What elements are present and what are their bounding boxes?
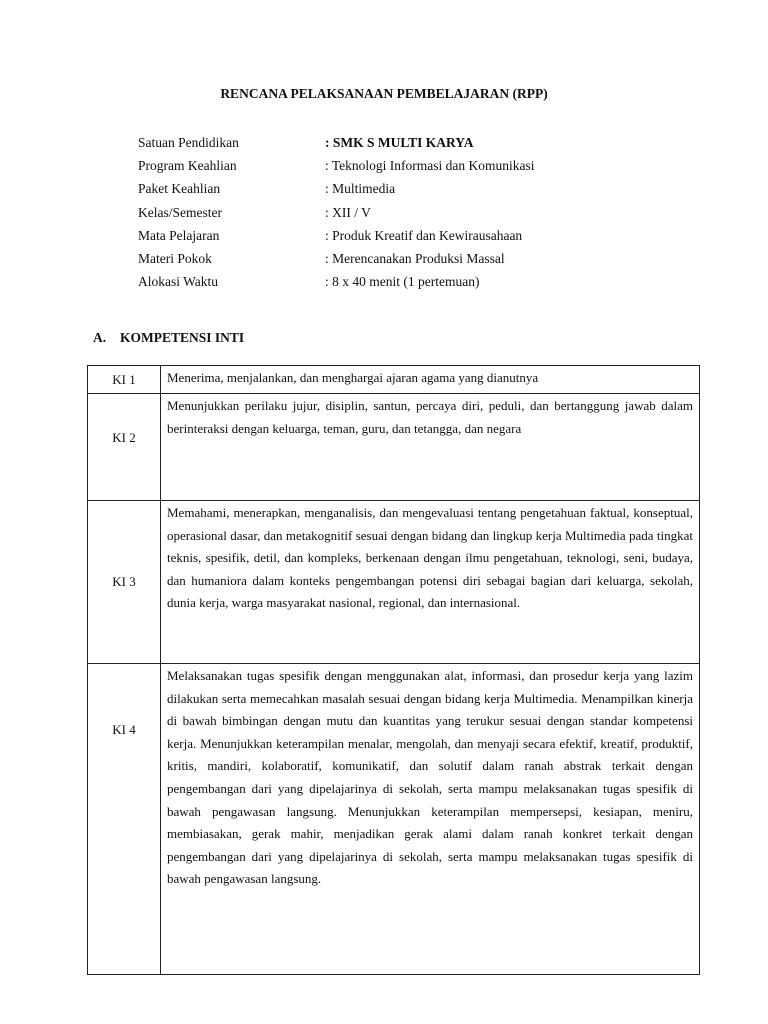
info-value: : Merencanakan Produksi Massal [325,250,505,266]
info-label: Program Keahlian [138,158,237,174]
ki-description: Menunjukkan perilaku jujur, disiplin, santun, percaya diri, peduli, dan bertanggung jawab dalam berinteraksi dengan keluarga, teman, guru, dan tetangga, dan negara [161,394,700,501]
info-value: : XII / V [325,204,371,220]
info-value: : Produk Kreatif dan Kewirausahaan [325,227,523,243]
ki-code: KI 2 [88,394,161,501]
ki-description: Menerima, menjalankan, dan menghargai ajaran agama yang dianutnya [161,366,700,394]
table-row [88,394,700,501]
ki-description: Melaksanakan tugas spesifik dengan menggunakan alat, informasi, dan prosedur kerja yang lazim dilakukan serta memecahkan masalah sesuai dengan bidang kerja Multimedia. Menampilkan kinerja di bawah bimbingan dengan mutu dan kuantitas yang terukur sesuai dengan standar kompetensi kerja. Menunjukkan keterampilan menalar, mengolah, dan menyaji secara efektif, kreatif, produktif, kritis, mandiri, kolaboratif, komunikatif, dan solutif dalam ranah abstrak terkait dengan pengembangan dari yang dipelajarinya di sekolah, serta mampu melaksanakan tugas spesifik di bawah pengawasan langsung. Menunjukkan keterampilan mempersepsi, kesiapan, meniru, membiasakan, gerak mahir, menjadikan gerak alami dalam ranah konkret terkait dengan pengembangan dari yang dipelajarinya di sekolah, serta mampu melaksanakan tugas spesifik di bawah pengawasan langsung. [161,664,700,975]
ki-description: Memahami, menerapkan, menganalisis, dan mengevaluasi tentang pengetahuan faktual, konseptual, operasional dasar, dan metakognitif sesuai dengan bidang dan lingkup kerja Multimedia pada tingkat teknis, spesifik, detil, dan kompleks, berkenaan dengan ilmu pengetahuan, teknologi, seni, budaya, dan humaniora dalam konteks pengembangan potensi diri sebagai bagian dari keluarga, sekolah, dunia kerja, warga masyarakat nasional, regional, dan internasional. [161,501,700,664]
section-letter: A. [93,330,107,345]
info-value: : SMK S MULTI KARYA [325,135,474,150]
ki-code: KI 4 [88,664,161,975]
table-row [88,501,700,664]
table-row [88,366,700,394]
info-value: : Multimedia [325,181,396,197]
info-label: Paket Keahlian [138,181,221,197]
section-heading [93,330,244,346]
ki-code: KI 1 [88,366,161,394]
document-title: RENCANA PELAKSANAAN PEMBELAJARAN (RPP) [220,86,548,101]
kompetensi-inti-table [87,365,700,975]
info-value: : 8 x 40 menit (1 pertemuan) [325,274,480,290]
info-value: : Teknologi Informasi dan Komunikasi [325,158,535,174]
table-row [88,664,700,975]
info-label: Kelas/Semester [138,204,222,220]
section-title: KOMPETENSI INTI [120,330,245,345]
info-label: Satuan Pendidikan [138,135,239,150]
ki-code: KI 3 [88,501,161,664]
info-label: Alokasi Waktu [138,274,219,290]
info-label: Materi Pokok [138,250,212,266]
info-label: Mata Pelajaran [138,227,220,243]
